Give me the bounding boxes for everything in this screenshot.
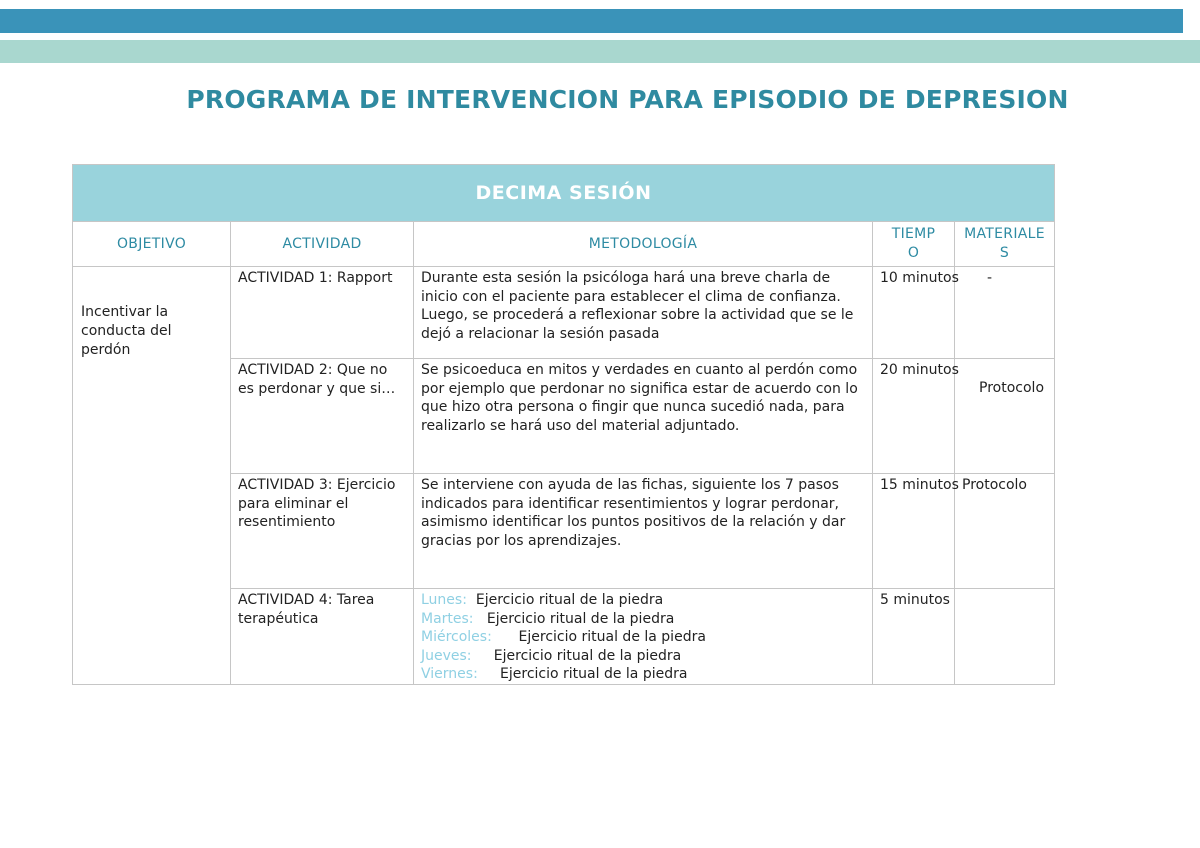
session-title: DECIMA SESIÓN: [73, 165, 1055, 222]
time-cell: 5 minutos: [873, 589, 955, 685]
methodology-cell: Durante esta sesión la psicóloga hará una breve charla de inicio con el paciente para establecer el clima de confianza. Luego, se procederá a reflexionar sobre la actividad que se le dejó a relacionar la sesión pasada: [414, 267, 873, 359]
activity-cell: ACTIVIDAD 1: Rapport: [231, 267, 414, 359]
day-task: Ejercicio ritual de la piedra: [493, 647, 682, 664]
day-task: Ejercicio ritual de la piedra: [518, 629, 706, 645]
day-line: [421, 610, 865, 629]
day-task: Ejercicio ritual de la piedra: [486, 610, 675, 627]
day-line: [421, 665, 865, 684]
day-label: Martes:: [421, 610, 474, 627]
materials-cell: -: [955, 267, 1055, 359]
materials-cell: Protocolo: [955, 474, 1055, 589]
header-metodologia: METODOLOGÍA: [414, 222, 873, 267]
secondary-accent-band: [0, 40, 1200, 63]
day-label: Miércoles:: [421, 629, 492, 645]
day-task: Ejercicio ritual de la piedra: [475, 592, 664, 608]
methodology-cell: Se psicoeduca en mitos y verdades en cuanto al perdón como por ejemplo que perdonar no significa estar de acuerdo con lo que hizo otra persona o fingir que nunca sucedió nada, para realizarlo se hará uso del material adjuntado.: [414, 359, 873, 474]
table-row: [73, 267, 1055, 359]
time-cell: 10 minutos: [873, 267, 955, 359]
header-objetivo: OBJETIVO: [73, 222, 231, 267]
day-line: [421, 628, 865, 647]
activity-cell: ACTIVIDAD 4: Tarea terapéutica: [231, 589, 414, 685]
day-task: Ejercicio ritual de la piedra: [500, 666, 688, 682]
methodology-cell: [414, 589, 873, 685]
activity-cell: ACTIVIDAD 2: Que no es perdonar y que si…: [231, 359, 414, 474]
time-cell: 15 minutos: [873, 474, 955, 589]
activity-cell: ACTIVIDAD 3: Ejercicio para eliminar el resentimiento: [231, 474, 414, 589]
materials-cell: [955, 359, 1055, 474]
header-materiales: MATERIALES: [955, 222, 1055, 267]
time-cell: 20 minutos: [873, 359, 955, 474]
materials-text: Protocolo: [979, 380, 1045, 396]
day-line: [421, 591, 865, 610]
page-title: PROGRAMA DE INTERVENCION PARA EPISODIO DE DEPRESION: [186, 85, 1069, 114]
session-table: [72, 164, 1055, 685]
day-label: Viernes:: [421, 666, 478, 682]
materials-cell: [955, 589, 1055, 685]
day-label: Lunes:: [421, 592, 467, 608]
objective-cell: Incentivar la conducta del perdón: [73, 267, 231, 685]
day-line: [421, 647, 865, 666]
top-accent-bar: [0, 9, 1183, 33]
day-label: Jueves:: [421, 647, 472, 664]
header-tiempo: TIEMPO: [873, 222, 955, 267]
methodology-cell: Se interviene con ayuda de las fichas, siguiente los 7 pasos indicados para identificar resentimientos y lograr perdonar, asimismo identificar los puntos positivos de la relación y dar gracias por los aprendizajes.: [414, 474, 873, 589]
title-container: [140, 84, 1115, 139]
header-actividad: ACTIVIDAD: [231, 222, 414, 267]
